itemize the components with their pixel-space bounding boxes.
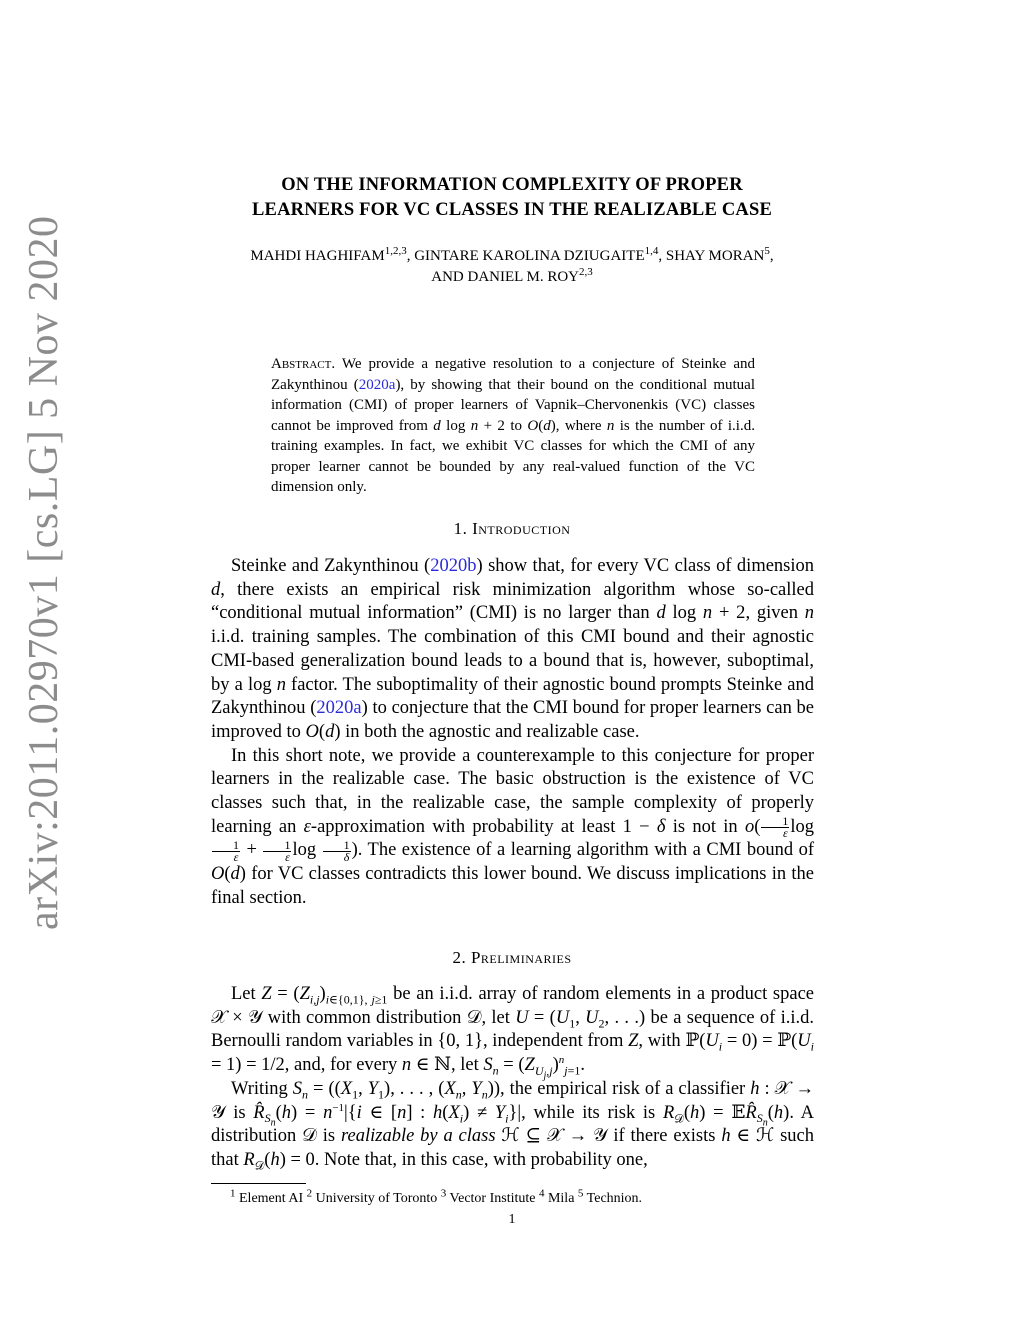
section-heading-preliminaries: 2. Preliminaries	[452, 948, 572, 967]
abstract-label: Abstract.	[271, 356, 336, 372]
author-affiliation: 1,2,3	[384, 245, 407, 257]
page-number: 1	[508, 1212, 516, 1227]
citation-link[interactable]: 2020a	[316, 698, 362, 719]
author-name: GINTARE KAROLINA DZIUGAITE	[414, 248, 645, 264]
paragraph: In this short note, we provide a counterexample to this conjecture for proper learners in the realizable case. The basic obstruction is the existence of VC classes such that, in the realizable case, the sample complexity of properly learning an ε-approximation with probability at least 1 − δ is not in o( $\frac{1}{\varepsilon}$ log $\frac{1}{\varepsilon}$ + $\frac{1}{\varepsilon}$ log $\frac{1}{\delta}$ ). The existence of a learning algorithm with a CMI bound of O(d) for VC classes contradicts this lower bound. We discuss implications in the final section.	[211, 745, 815, 908]
paper-title	[180, 173, 844, 223]
affiliation-footnote: $^1$ Element AI $^2$ University of Toronto $^3$ Vector Institute $^4$ Mila $^5$ Technion.	[230, 1187, 643, 1206]
paragraph: Steinke and Zakynthinou (2020b) show that, for every VC class of dimension d, there exists an empirical risk minimization algorithm whose so-called “conditional mutual information” (CMI) is no larger than d log n + 2, given n i.i.d. training samples. The combination of this CMI bound and their agnostic CMI-based generalization bound leads to a bound that is, however, suboptimal, by a log n factor. The suboptimality of their agnostic bound prompts Steinke and Zakynthinou (2020a) to conjecture that the CMI bound for proper learners can be improved to O(d) in both the agnostic and realizable case.	[211, 556, 815, 742]
paragraph: Writing $S_n = ((X_1$, $Y_1$), . . . , ($X_n$, $Y_n$)), the empirical risk of a classifier h : 𝒳 → 𝒴 is $R̂_{S_n}(h) = n^{-1}|\{i$ ∈ [n] : $h(X_i) \ne Y_i\}|$, while its risk is $R_𝒟(h)$ = $𝔼R̂_{S_n}(h)$. A distribution 𝒟 is realizable by a class ℋ ⊆ 𝒳 → 𝒴 if there exists h ∈ ℋ such that $R_𝒟(h) = 0$. Note that, in this case, with probability one,	[211, 1078, 815, 1173]
author-name: DANIEL M. ROY	[467, 269, 580, 285]
title-line-1: ON THE INFORMATION COMPLEXITY OF PROPER	[281, 175, 743, 195]
author-affiliation: 2,3	[579, 266, 593, 278]
section-heading-introduction: 1. Introduction	[453, 519, 571, 538]
author-name: SHAY MORAN	[665, 248, 765, 264]
title-line-2: LEARNERS FOR VC CLASSES IN THE REALIZABLE CASE	[252, 200, 772, 220]
author-list: MAHDI HAGHIFAM$^{1,2,3}$, GINTARE KAROLINA DZIUGAITE$^{1,4}$, SHAY MORAN$^5$, AND DANIEL M. ROY$^{2,3}$	[250, 245, 774, 285]
author-affiliation: 1,4	[644, 245, 659, 257]
abstract: Abstract. We provide a negative resolution to a conjecture of Steinke and Zakynthinou (2020a), by showing that their bound on the conditional mutual information (CMI) of proper learners of Vapnik–Chervonenkis (VC) classes cannot be improved from d log n + 2 to O(d), where n is the number of i.i.d. training examples. In fact, we exhibit VC classes for which the CMI of any proper learner cannot be bounded by any real-valued function of the VC dimension only.	[271, 356, 755, 495]
author-connector: AND	[431, 269, 468, 285]
footnote-divider	[211, 1183, 306, 1184]
introduction-body	[211, 555, 814, 911]
citation-link[interactable]: 2020b	[430, 556, 477, 576]
author-name: MAHDI HAGHIFAM	[250, 248, 385, 264]
author-affiliation: 5	[764, 245, 770, 257]
arxiv-identifier-stamp: arXiv:2011.02970v1 [cs.LG] 5 Nov 2020	[21, 215, 67, 930]
paragraph: Let $Z = (Z_{i,j})_{i\in\{0,1\}, j\ge 1}$ be an i.i.d. array of random elements in a product space 𝒳 × 𝒴 with common distribution 𝒟, let $U = (U_1$, $U_2$, . . .) be a sequence of i.i.d. Bernoulli random variables in {0, 1}, independent from Z, with $ℙ(U_i = 0)$ = $ℙ(U_i = 1) = 1/2$, and, for every n ∈ ℕ, let $S_n = (Z_{U_j,j})^n_{j=1}$.	[211, 984, 815, 1082]
preliminaries-body	[211, 983, 814, 1173]
citation-link[interactable]: 2020a	[358, 376, 396, 393]
